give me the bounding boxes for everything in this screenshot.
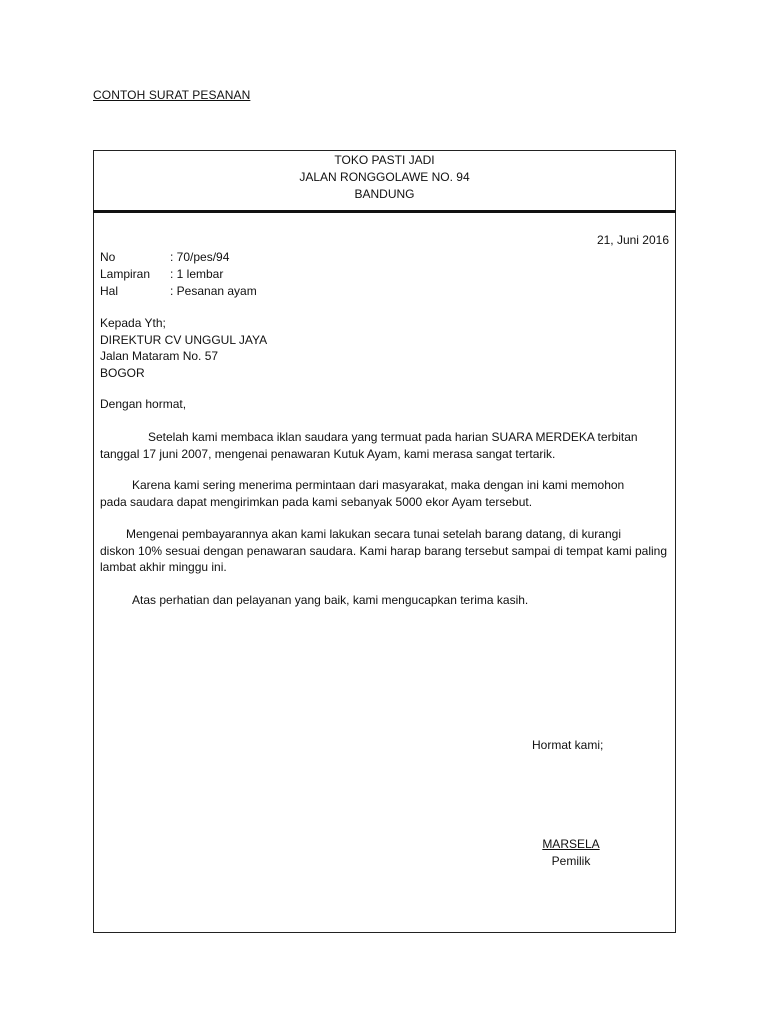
paragraph-first-line: Setelah kami membaca iklan saudara yang termuat pada harian SUARA MERDEKA terbitan — [148, 430, 638, 444]
meta-label: Lampiran — [100, 267, 151, 281]
meta-value: : 1 lembar — [170, 267, 224, 281]
paragraph-rest: tanggal 17 juni 2007, mengenai penawaran Kutuk Ayam, kami merasa sangat tertarik. — [100, 446, 556, 461]
body-paragraph — [100, 477, 672, 510]
closing: Hormat kami; — [532, 738, 604, 752]
letterhead-company: TOKO PASTI JADI — [334, 153, 435, 167]
letterhead-divider — [93, 210, 676, 213]
meta-row-subject — [100, 283, 257, 300]
meta-label: Hal — [100, 284, 119, 298]
recipient-address: Jalan Mataram No. 57 — [100, 349, 219, 363]
salutation: Dengan hormat, — [100, 397, 187, 411]
paragraph-first-line: Karena kami sering menerima permintaan dari masyarakat, maka dengan ini kami memohon — [132, 478, 625, 492]
paragraph-first-line: Atas perhatian dan pelayanan yang baik, kami mengucapkan terima kasih. — [132, 593, 529, 607]
signer-title: Pemilik — [551, 854, 591, 868]
document-heading: CONTOH SURAT PESANAN — [93, 88, 251, 102]
meta-value: : Pesanan ayam — [170, 284, 257, 298]
meta-label: No — [100, 250, 116, 264]
recipient-block — [100, 315, 267, 381]
paragraph-first-line: Mengenai pembayarannya akan kami lakukan secara tunai setelah barang datang, di kurangi — [126, 527, 621, 541]
paragraph-rest: diskon 10% sesuai dengan penawaran saudara. Kami harap barang tersebut sampai di tempat kami paling lambat akhir minggu ini. — [100, 543, 668, 574]
recipient-name: DIREKTUR CV UNGGUL JAYA — [100, 332, 268, 347]
meta-row-attachment — [100, 266, 257, 283]
letterhead-city: BANDUNG — [354, 187, 415, 201]
meta-value: : 70/pes/94 — [170, 250, 230, 264]
meta-row-number — [100, 249, 257, 266]
paragraph-rest: pada saudara dapat mengirimkan pada kami sebanyak 5000 ekor Ayam tersebut. — [100, 494, 533, 509]
letterhead-address: JALAN RONGGOLAWE NO. 94 — [299, 170, 470, 184]
signer-name: MARSELA — [542, 837, 600, 851]
body-paragraph — [100, 429, 672, 462]
recipient-greeting: Kepada Yth; — [100, 316, 166, 330]
letter-frame — [93, 150, 676, 933]
signature-block — [538, 836, 604, 870]
recipient-city: BOGOR — [100, 365, 145, 380]
letter-date: 21, Juni 2016 — [596, 233, 669, 247]
body-paragraph — [100, 526, 672, 576]
letterhead — [94, 151, 675, 211]
letter-meta — [100, 249, 257, 300]
body-paragraph — [100, 592, 672, 609]
